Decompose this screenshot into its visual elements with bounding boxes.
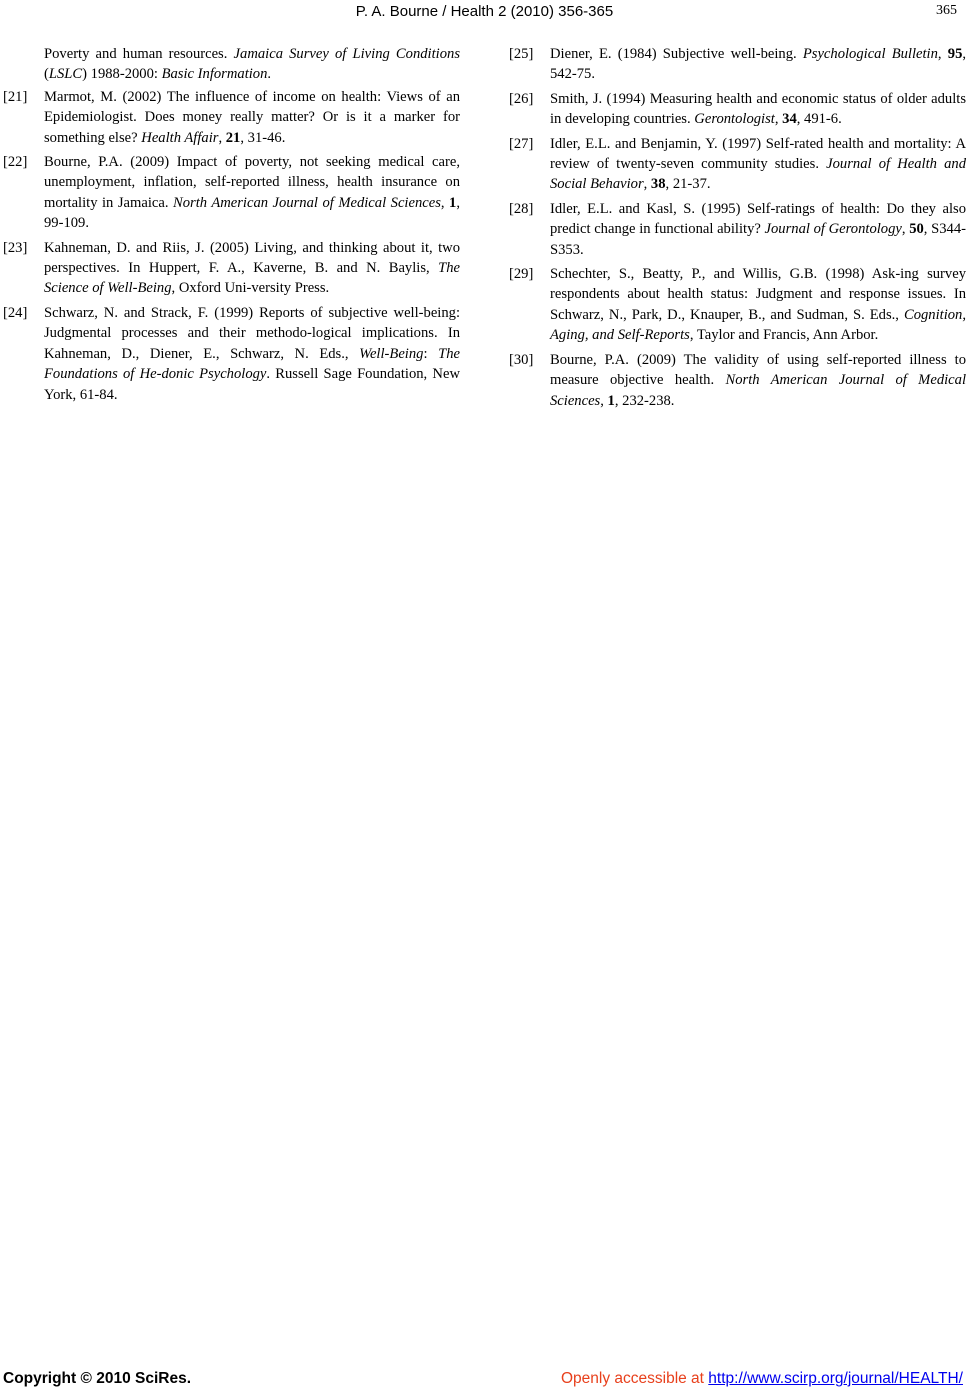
page-number: 365 [936, 3, 957, 18]
reference-number: [25] [509, 46, 534, 62]
reference-text: Idler, E.L. and Kasl, S. (1995) Self-ratings of health: Do they also predict change in functional ability? Journal of Gerontology, 50, S344-S353. [550, 200, 966, 258]
reference-text: Marmot, M. (2002) The influence of income on health: Views of an Epidemiologist. Does money really matter? Or is it a marker for something else? Health Affair, 21, 31-46. [44, 88, 460, 146]
reference-number: [28] [509, 200, 534, 217]
reference-text: Diener, E. (1984) Subjective well-being. Psychological Bulletin, 95, 542-75. [550, 46, 967, 83]
left-column [3, 44, 460, 409]
running-title: P. A. Bourne / Health 2 (2010) 356-365 [355, 3, 614, 20]
reference-text: Schwarz, N. and Strack, F. (1999) Reports of subjective well-being: Judgmental processes and their methodo-logical implications. In Kahneman, D., Diener, E., Schwarz, N. Eds., Well-Being: The Foundations of He-donic Psychology. Russell Sage Foundation, New York, 61-84. [44, 304, 460, 403]
reference-29 [509, 264, 966, 346]
reference-21 [3, 87, 460, 148]
reference-text: Bourne, P.A. (2009) The validity of using self-reported illness to measure objective health. North American Journal of Medical Sciences, 1, 232-238. [550, 351, 966, 409]
reference-text: Idler, E.L. and Benjamin, Y. (1997) Self-rated health and mortality: A review of twenty-seven community studies. Journal of Health and Social Behavior, 38, 21-37. [550, 135, 967, 193]
reference-30 [509, 350, 966, 411]
page-header [0, 2, 969, 24]
reference-number: [21] [3, 88, 28, 105]
reference-number: [29] [509, 266, 534, 283]
reference-text: Smith, J. (1994) Measuring health and economic status of older adults in developing countries. Gerontologist, 34, 491-6. [550, 90, 966, 128]
open-access-label: Openly accessible at [560, 1370, 709, 1387]
right-column [509, 44, 966, 415]
reference-27 [509, 134, 966, 195]
reference-28 [509, 199, 966, 260]
reference-24 [3, 303, 460, 405]
reference-22 [3, 152, 460, 234]
reference-text: Kahneman, D. and Riis, J. (2005) Living, and thinking about it, two perspectives. In Huppert, F. A., Kaverne, B. and N. Baylis, The Science of Well-Being, Oxford Uni-versity Press. [44, 239, 460, 297]
copyright-notice: Copyright © 2010 SciRes. [3, 1370, 192, 1387]
reference-23 [3, 238, 460, 299]
reference-number: [26] [509, 90, 534, 107]
reference-continuation: Poverty and human resources. Jamaica Survey of Living Conditions (LSLC) 1988-2000: Basic Information. [44, 46, 460, 83]
reference-number: [30] [509, 351, 534, 368]
open-access-notice [561, 1370, 963, 1388]
reference-number: [24] [3, 304, 28, 321]
page-footer [0, 1370, 969, 1388]
reference-text: Bourne, P.A. (2009) Impact of poverty, not seeking medical care, unemployment, inflation, self-reported illness, health insurance on mortality in Jamaica. North American Journal of Medical Sciences, 1, 99-109. [44, 154, 460, 232]
reference-26 [509, 89, 966, 130]
reference-text: Schechter, S., Beatty, P., and Willis, G.B. (1998) Ask-ing survey respondents about health status: Judgment and response issues. In Schwarz, N., Park, D., Knauper, B., and Sudman, S. Eds., Cognition, Aging, and Self-Reports, Taylor and Francis, Ann Arbor. [550, 266, 966, 344]
reference-25 [509, 44, 966, 85]
reference-number: [27] [509, 135, 534, 152]
reference-number: [23] [3, 239, 28, 256]
reference-number: [22] [3, 154, 28, 171]
journal-url-link[interactable]: http://www.scirp.org/journal/HEALTH/ [708, 1370, 963, 1387]
